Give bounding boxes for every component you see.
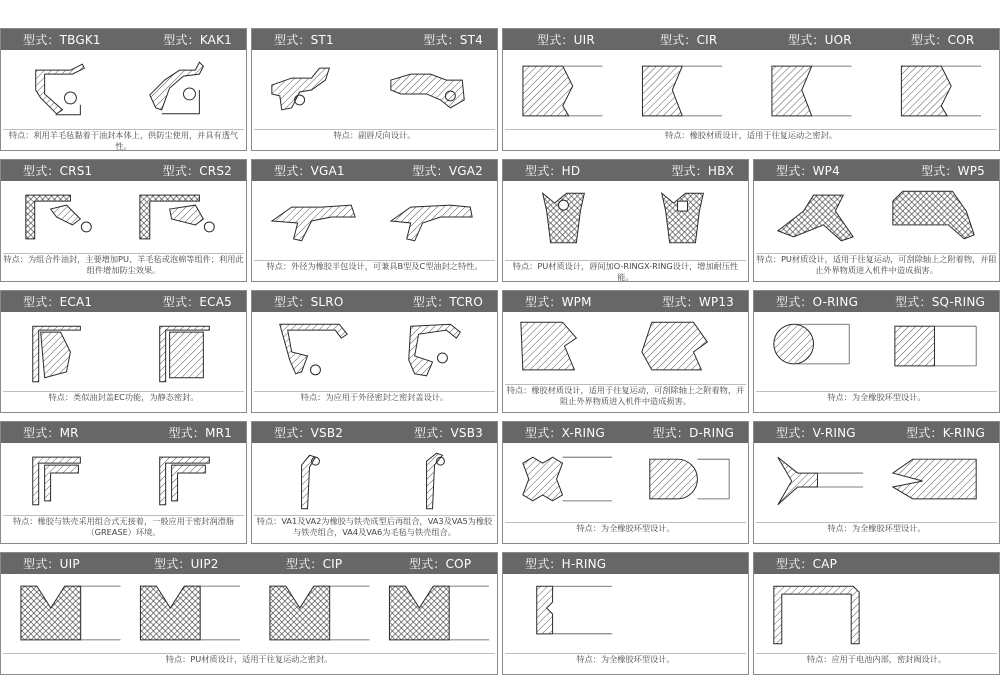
cell-oring-sqring [753, 290, 1000, 413]
cell-header [754, 160, 999, 181]
seal-drawing [754, 312, 999, 390]
feature-note: 特点：外径为橡胶半包设计，可兼具B型及C型油封之特性。 [254, 260, 495, 272]
model-label: 型式：CRS2 [162, 164, 232, 178]
cell-xring-dring [502, 421, 749, 544]
feature-note: 特点：为组合件油封，主要增加PU、羊毛毡或泡棉等组件；利用此组件增加防尘效果。 [3, 254, 244, 275]
feature-note: 特点：PU材质设计，适用于往复运动，可刮除轴上之附着物，并阻止外界物质进入机件中造成损害。 [756, 254, 997, 275]
cell-header [503, 291, 748, 312]
cell-uir-cor [502, 28, 1000, 151]
model-label: 型式：CIP [286, 557, 343, 571]
model-label: 型式：VSB3 [413, 426, 483, 440]
cell-header [252, 160, 497, 181]
model-label: 型式：D-RING [652, 426, 734, 440]
seal-drawing [1, 574, 497, 652]
cell-hring [502, 552, 749, 675]
cell-slro-tcro [251, 290, 498, 413]
cell-crs1-crs2 [0, 159, 247, 282]
seal-drawing [503, 50, 999, 128]
model-label: 型式：ST4 [423, 33, 483, 47]
model-label: 型式：HD [525, 164, 581, 178]
feature-note: 特点：为全橡胶环型设计。 [505, 653, 746, 665]
cell-header [252, 291, 497, 312]
seal-cross-section-drawing [252, 443, 497, 515]
cell-header-right [252, 553, 497, 574]
cell-header [1, 422, 246, 443]
seal-drawing [252, 443, 497, 515]
model-label: 型式：WPM [525, 295, 592, 309]
model-label: 型式：VGA1 [274, 164, 345, 178]
seal-cross-section-drawing [503, 312, 748, 384]
seal-cross-section-drawing [252, 181, 497, 259]
cell-header [1, 160, 246, 181]
feature-note: 特点：为应用于外径密封之密封盖设计。 [254, 391, 495, 403]
model-label: 型式：TBGK1 [23, 33, 101, 47]
seal-cross-section-drawing [1, 312, 246, 390]
cell-vga1-vga2 [251, 159, 498, 282]
seal-cross-section-drawing [754, 574, 999, 652]
feature-note: 特点：副唇反向设计。 [254, 129, 495, 141]
model-label: 型式：UIR [537, 33, 595, 47]
seal-cross-section-drawing [503, 574, 748, 652]
model-label: 型式：MR [23, 426, 79, 440]
cell-hd-hbx [502, 159, 749, 282]
seal-cross-section-drawing [503, 181, 748, 259]
cell-st1-st4 [251, 28, 498, 151]
cell-header [754, 422, 999, 443]
cell-eca1-eca5 [0, 290, 247, 413]
model-label: 型式：CRS1 [23, 164, 93, 178]
cell-wpm-wp13 [502, 290, 749, 413]
seal-cross-section-drawing [1, 181, 246, 253]
seal-cross-section-drawing [754, 181, 999, 253]
model-label: 型式：ECA1 [23, 295, 93, 309]
cell-vsb2-vsb3 [251, 421, 498, 544]
cell-header [754, 553, 999, 574]
seal-cross-section-drawing [503, 443, 748, 521]
cell-header-right [754, 29, 999, 50]
model-label: 型式：WP13 [662, 295, 734, 309]
model-label: 型式：KAK1 [163, 33, 232, 47]
model-label: 型式：SLRO [274, 295, 344, 309]
cell-header [503, 160, 748, 181]
seal-drawing [503, 312, 748, 384]
model-label: 型式：TCRO [412, 295, 483, 309]
model-label: 型式：VSB2 [274, 426, 344, 440]
cell-header [1, 291, 246, 312]
seal-drawing [252, 50, 497, 128]
seal-drawing [754, 443, 999, 521]
model-label: 型式：HBX [671, 164, 734, 178]
feature-note: 特点：为全橡胶环型设计。 [756, 391, 997, 403]
feature-note: 特点：PU材质设计，适用于往复运动之密封。 [3, 653, 495, 665]
feature-note: 特点：类似油封盖EC功能，为静态密封。 [3, 391, 244, 403]
feature-note: 特点：橡胶与铁壳采用组合式无接着，一般应用于密封润滑脂（GREASE）环境。 [3, 515, 244, 538]
seal-cross-section-drawing [754, 312, 999, 390]
seal-drawing [754, 574, 999, 652]
seal-cross-section-drawing [1, 50, 246, 128]
feature-note: 特点：橡胶材质设计，适用于往复运动，可刮除轴上之附着物，并阻止外界物质进入机件中造成损害。 [506, 385, 745, 406]
feature-note: 特点：应用于电池内部，密封阀设计。 [756, 653, 997, 665]
cell-wp4-wp5 [753, 159, 1000, 282]
cell-cap [753, 552, 1000, 675]
model-label: 型式：UOR [788, 33, 852, 47]
seal-drawing [252, 312, 497, 390]
model-label: 型式：O-RING [776, 295, 859, 309]
cell-header [754, 291, 999, 312]
model-label: 型式：SQ-RING [895, 295, 985, 309]
seal-drawing [503, 443, 748, 521]
model-label: 型式：MR1 [168, 426, 232, 440]
feature-note: 特点：VA1及VA2为橡胶与铁壳成型后再组合，VA3及VA5为橡胶与铁壳组合，VA4及VA6为毛毡与铁壳组合。 [254, 515, 495, 538]
feature-note: 特点：PU材质设计，唇间加O-RINGX-RING设计，增加耐压性能。 [505, 260, 746, 283]
model-label: 型式：WP5 [921, 164, 985, 178]
model-label: 型式：ST1 [274, 33, 334, 47]
seal-drawing [1, 181, 246, 253]
model-label: 型式：K-RING [906, 426, 985, 440]
seal-drawing [503, 181, 748, 259]
model-label: 型式：X-RING [525, 426, 605, 440]
seal-drawing [1, 312, 246, 390]
feature-note: 特点：利用羊毛毡黏着于油封本体上，供防尘使用，并具有透气性。 [3, 129, 244, 152]
seal-cross-section-drawing [503, 50, 999, 128]
model-label: 型式：COP [409, 557, 472, 571]
seal-drawing [754, 181, 999, 253]
model-label: 型式：CIR [660, 33, 718, 47]
cell-header [503, 422, 748, 443]
feature-note: 特点：为全橡胶环型设计。 [505, 522, 746, 534]
model-label: 型式：ECA5 [162, 295, 232, 309]
seal-cross-section-drawing [754, 443, 999, 521]
cell-mr-mr1 [0, 421, 247, 544]
seal-drawing [1, 443, 246, 515]
model-label: 型式：COR [911, 33, 975, 47]
seal-drawing [1, 50, 246, 128]
feature-note: 特点：为全橡胶环型设计。 [756, 522, 997, 534]
cell-header [252, 422, 497, 443]
model-label: 型式：VGA2 [412, 164, 483, 178]
cell-uip-cop [0, 552, 498, 675]
cell-vring-kring [753, 421, 1000, 544]
cell-header [252, 29, 497, 50]
cell-header [1, 29, 246, 50]
seal-cross-section-drawing [1, 574, 497, 652]
model-label: 型式：UIP [23, 557, 80, 571]
cell-tbgk1-kak1 [0, 28, 247, 151]
seal-cross-section-drawing [252, 312, 497, 390]
model-label: 型式：WP4 [776, 164, 840, 178]
model-label: 型式：UIP2 [154, 557, 219, 571]
model-label: 型式：V-RING [776, 426, 856, 440]
seal-cross-section-drawing [252, 50, 497, 128]
seal-drawing [252, 181, 497, 259]
seal-drawing [503, 574, 748, 652]
feature-note: 特点：橡胶材质设计，适用于往复运动之密封。 [505, 129, 997, 141]
cell-header [503, 553, 748, 574]
model-label: 型式：H-RING [525, 557, 607, 571]
model-label: 型式：CAP [776, 557, 838, 571]
seal-cross-section-drawing [1, 443, 246, 515]
